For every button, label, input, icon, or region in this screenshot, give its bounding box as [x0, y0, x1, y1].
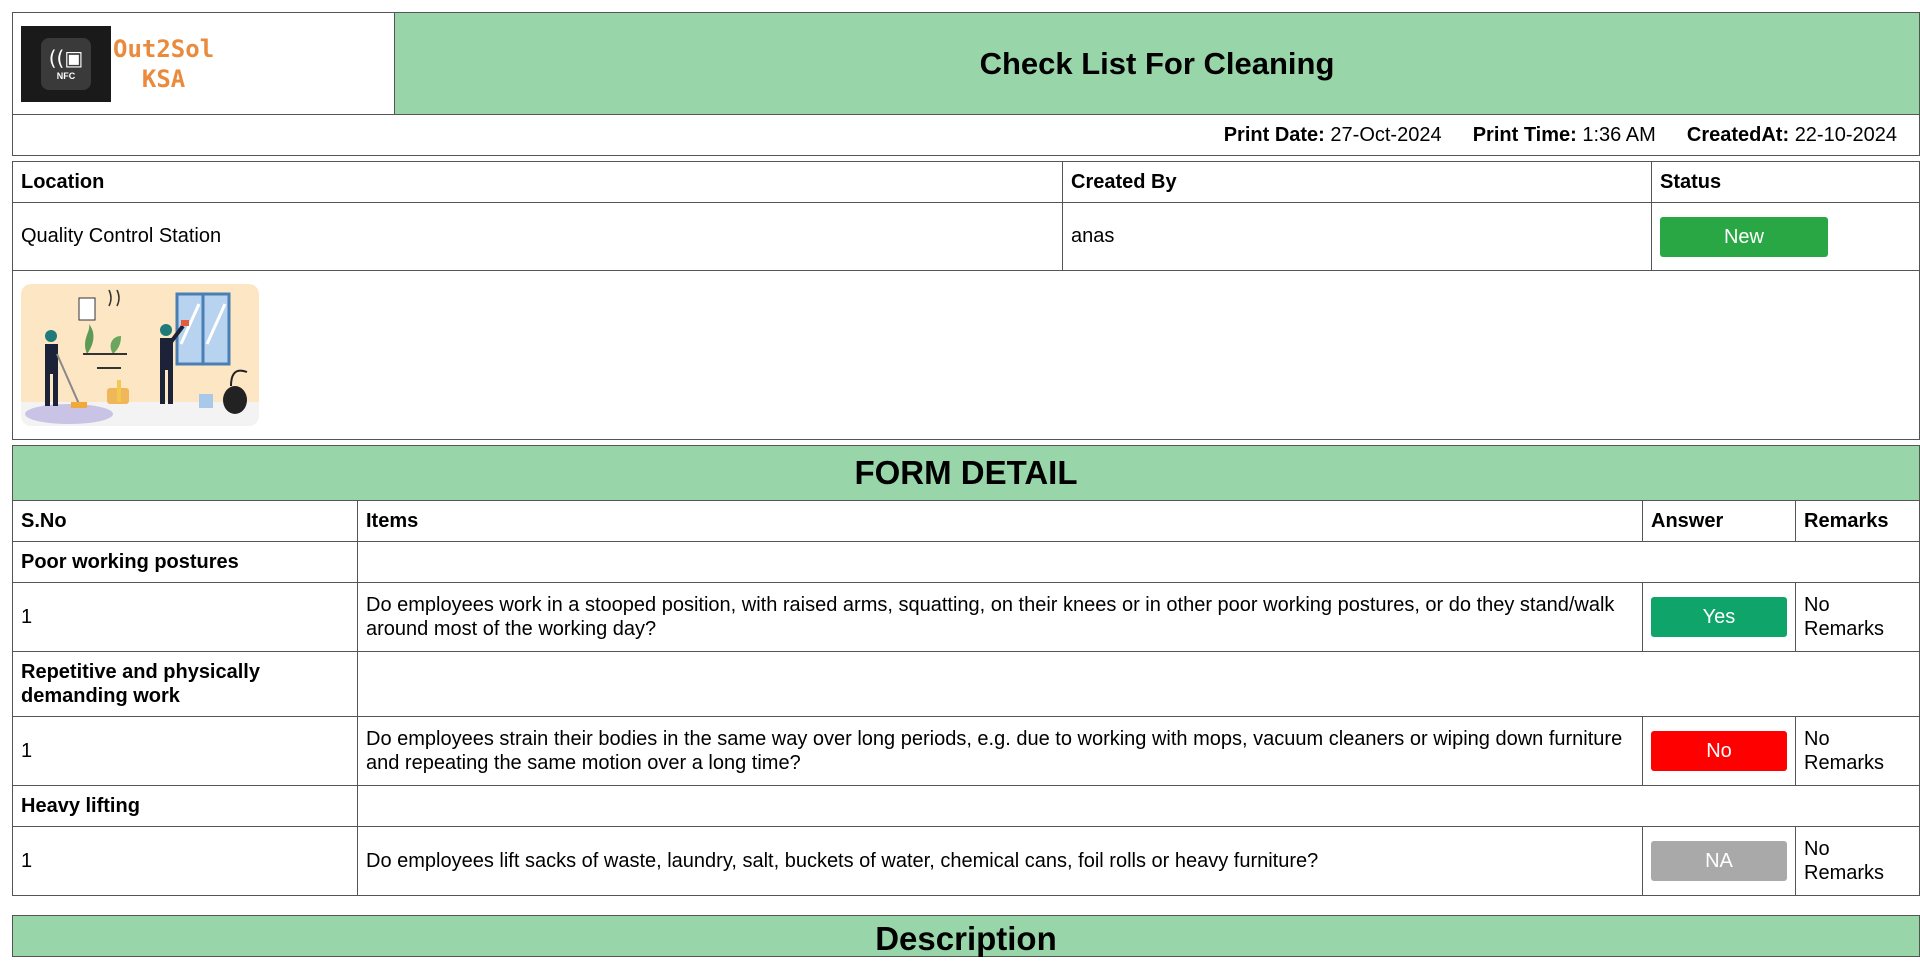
form-detail-title: FORM DETAIL: [13, 446, 1920, 501]
print-meta: [13, 115, 1920, 156]
report-header: [12, 12, 1920, 156]
nfc-logo-box: [21, 26, 111, 102]
logo-text: [113, 34, 214, 94]
print-date-label: Print Date:: [1223, 123, 1325, 146]
answer-badge-no: No: [1651, 731, 1787, 771]
group-spacer: [358, 542, 1920, 583]
row-item: Do employees lift sacks of waste, laundry, salt, buckets of water, chemical cans, foil rolls or heavy furniture?: [358, 827, 1643, 896]
location-value: Quality Control Station: [13, 203, 1063, 271]
group-row: [13, 652, 1920, 717]
created-by-value: anas: [1063, 203, 1652, 271]
row-answer-cell: [1643, 717, 1796, 786]
sno-header: S.No: [13, 501, 358, 542]
group-name: Poor working postures: [13, 542, 358, 583]
company-logo: [21, 26, 386, 102]
answer-badge-yes: Yes: [1651, 597, 1787, 637]
created-by-header: Created By: [1063, 162, 1652, 203]
cleaning-illustration: [21, 284, 259, 426]
created-at-label: CreatedAt:: [1686, 123, 1790, 146]
print-time-label: Print Time:: [1472, 123, 1577, 146]
group-spacer: [358, 652, 1920, 717]
items-header: Items: [358, 501, 1643, 542]
row-remarks: No Remarks: [1796, 827, 1920, 896]
group-name: Heavy lifting: [13, 786, 358, 827]
group-name: Repetitive and physically demanding work: [13, 652, 358, 717]
row-answer-cell: [1643, 583, 1796, 652]
answer-badge-na: NA: [1651, 841, 1787, 881]
group-row: [13, 542, 1920, 583]
form-detail-table: [12, 445, 1920, 896]
row-item: Do employees strain their bodies in the same way over long periods, e.g. due to working with mops, vacuum cleaners or wiping down furniture and repeating the same motion over a long time?: [358, 717, 1643, 786]
status-badge: New: [1660, 217, 1828, 257]
logo-line-1: Out2Sol: [113, 34, 215, 63]
table-row: [13, 583, 1920, 652]
row-answer-cell: [1643, 827, 1796, 896]
row-remarks: No Remarks: [1796, 717, 1920, 786]
row-item: Do employees work in a stooped position, with raised arms, squatting, on their knees or in other poor working postures, or do they stand/walk around most of the working day?: [358, 583, 1643, 652]
answer-header: Answer: [1643, 501, 1796, 542]
table-row: [13, 827, 1920, 896]
group-spacer: [358, 786, 1920, 827]
nfc-icon: [41, 38, 91, 90]
table-row: [13, 717, 1920, 786]
description-title: Description: [12, 915, 1920, 957]
nfc-wave-icon: ((▣: [48, 45, 84, 70]
remarks-header: Remarks: [1796, 501, 1920, 542]
logo-line-2: KSA: [141, 64, 186, 93]
image-cell: [13, 271, 1920, 440]
logo-cell: [13, 13, 395, 115]
created-at: 22-10-2024: [1794, 123, 1897, 146]
nfc-label: NFC: [56, 70, 76, 81]
group-row: [13, 786, 1920, 827]
page-title: Check List For Cleaning: [395, 13, 1920, 115]
info-table: [12, 161, 1920, 440]
print-date: 27-Oct-2024: [1330, 123, 1442, 146]
row-sno: 1: [13, 827, 358, 896]
status-cell: [1652, 203, 1920, 271]
row-remarks: No Remarks: [1796, 583, 1920, 652]
row-sno: 1: [13, 583, 358, 652]
location-header: Location: [13, 162, 1063, 203]
status-header: Status: [1652, 162, 1920, 203]
row-sno: 1: [13, 717, 358, 786]
print-time: 1:36 AM: [1582, 123, 1656, 146]
